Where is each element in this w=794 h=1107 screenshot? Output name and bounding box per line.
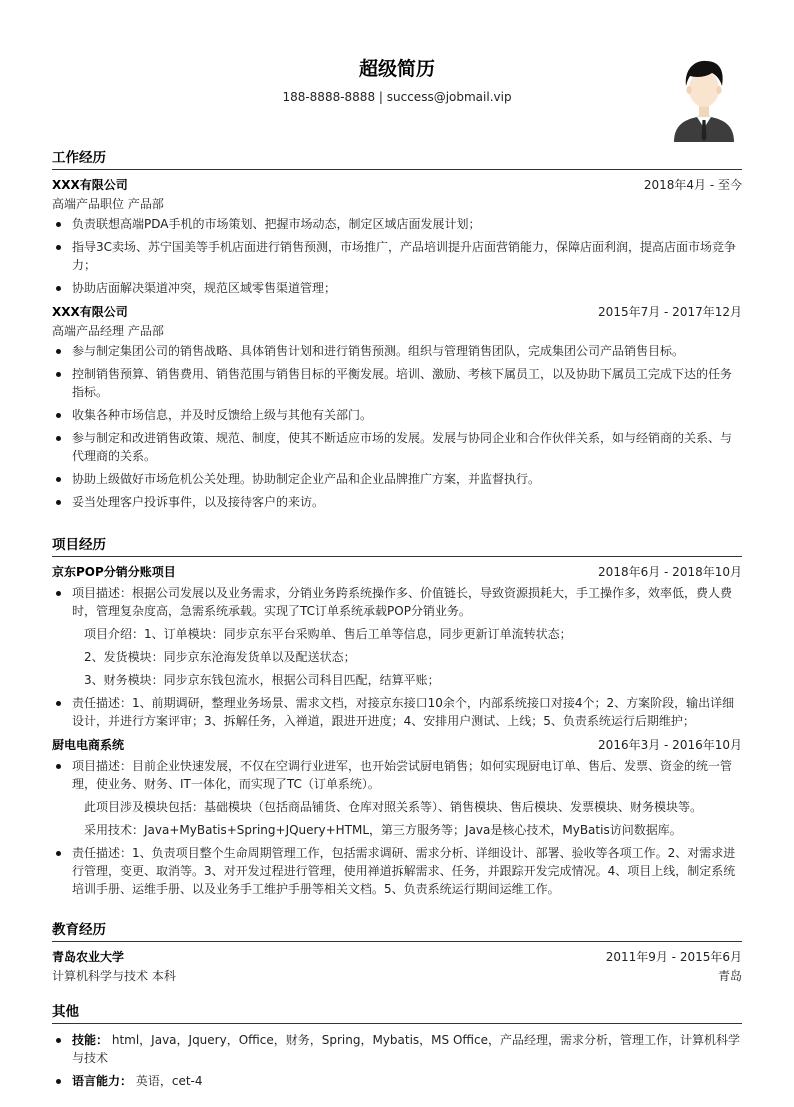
language-label: 语言能力：	[72, 1074, 133, 1088]
bullet-list	[52, 215, 742, 297]
job-role: 高端产品经理 产品部	[52, 324, 164, 338]
work-entry	[52, 302, 742, 511]
project-detail-line: 采用技术：Java+MyBatis+Spring+JQuery+HTML，第三方服务等；Java是核心技术，MyBatis访问数据库。	[84, 823, 682, 837]
date-range: 2018年4月 - 至今	[643, 178, 742, 192]
bullet-item: 项目描述：目前企业快速发展，不仅在空调行业进军，也开始尝试厨电销售；如何实现厨电订单、售后、发票、资金的统一管理，使业务、财务、IT一体化，而实现了TC（订单系统）。	[52, 757, 742, 793]
job-role: 高端产品职位 产品部	[52, 197, 164, 211]
bullet-list	[52, 694, 742, 730]
project-detail-line: 此项目涉及模块包括：基础模块（包括商品铺货、仓库对照关系等）、销售模块、售后模块、发票模块、财务模块等。	[84, 800, 703, 814]
bullet-item: 指导3C卖场、苏宁国美等手机店面进行销售预测，市场推广，产品培训提升店面营销能力，保障店面利润，提高店面市场竞争力；	[52, 238, 742, 274]
bullet-item: 项目描述：根据公司发展以及业务需求，分销业务跨系统操作多、价值链长，导致资源损耗大，手工操作多，效率低，费人费时，管理复杂度高，急需系统承载。实现了TC订单系统承载POP分销业务。	[52, 584, 742, 620]
contact-line: 188-8888-8888 | success@jobmail.vip	[282, 90, 512, 104]
other-section-title: 其他	[52, 1002, 742, 1024]
project-name: 京东POP分销分账项目	[52, 565, 176, 579]
bullet-item: 妥当处理客户投诉事件，以及接待客户的来访。	[52, 493, 742, 511]
candidate-name: 超级简历	[358, 58, 435, 80]
company-name: XXX有限公司	[52, 305, 128, 319]
bullet-item: 负责联想高端PDA手机的市场策划、把握市场动态，制定区域店面发展计划；	[52, 215, 742, 233]
date-range: 2018年6月 - 2018年10月	[598, 565, 742, 579]
bullet-item: 参与制定和改进销售政策、规范、制度，使其不断适应市场的发展。发展与协同企业和合作伙伴关系，如与经销商的关系、与代理商的关系。	[52, 429, 742, 465]
project-name: 厨电电商系统	[52, 738, 125, 752]
project-detail-line: 项目介绍：1、订单模块：同步京东平台采购单、售后工单等信息，同步更新订单流转状态；	[84, 627, 572, 641]
major-degree: 计算机科学与技术 本科	[52, 969, 176, 983]
avatar	[668, 54, 740, 142]
school-city: 青岛	[717, 969, 742, 983]
education-section-title: 教育经历	[52, 920, 742, 942]
bullet-item: 参与制定集团公司的销售战略、具体销售计划和进行销售预测。组织与管理销售团队，完成集团公司产品销售目标。	[52, 342, 742, 360]
left-ear-shape	[687, 86, 692, 94]
bullet-list	[52, 342, 742, 511]
work-section	[52, 148, 742, 516]
bullet-list	[52, 1031, 742, 1090]
projects-section-title: 项目经历	[52, 535, 742, 557]
language-item	[52, 1072, 742, 1090]
date-range: 2016年3月 - 2016年10月	[598, 738, 742, 752]
work-section-title: 工作经历	[52, 148, 742, 170]
project-entry	[52, 562, 742, 730]
projects-section	[52, 535, 742, 903]
bullet-item: 收集各种市场信息，并及时反馈给上级与其他有关部门。	[52, 406, 742, 424]
language-text: 英语，cet-4	[135, 1074, 203, 1088]
bullet-list	[52, 584, 742, 620]
skills-text: html，Java，Jquery，Office，财务，Spring，Mybatis，MS Office，产品经理，需求分析，管理工作，计算机科学与技术	[72, 1033, 740, 1065]
education-section	[52, 920, 742, 985]
date-range: 2015年7月 - 2017年12月	[598, 305, 742, 319]
bullet-item: 责任描述：1、前期调研，整理业务场景、需求文档，对接京东接口10余个，内部系统接口对接4个；2、方案阶段，输出详细设计，并进行方案评审；3、拆解任务，入禅道，跟进开进度；4、安排用户测试、上线；5、负责系统运行后期维护；	[52, 694, 742, 730]
bullet-list	[52, 757, 742, 793]
project-detail-line: 2、发货模块：同步京东沧海发货单以及配送状态；	[84, 650, 356, 664]
education-entry	[52, 947, 742, 985]
school-name: 青岛农业大学	[52, 950, 125, 964]
resume-header	[52, 55, 742, 105]
project-detail-line: 3、财务模块：同步京东钱包流水，根据公司科目匹配，结算平账；	[84, 673, 440, 687]
bullet-item: 控制销售预算、销售费用、销售范围与销售目标的平衡发展。培训、激励、考核下属员工，以及协助下属员工完成下达的任务指标。	[52, 365, 742, 401]
date-range: 2011年9月 - 2015年6月	[605, 950, 742, 964]
bullet-list	[52, 844, 742, 898]
bullet-item: 协助店面解决渠道冲突，规范区域零售渠道管理；	[52, 279, 742, 297]
work-entry	[52, 175, 742, 297]
bullet-item: 协助上级做好市场危机公关处理。协助制定企业产品和企业品牌推广方案，并监督执行。	[52, 470, 742, 488]
company-name: XXX有限公司	[52, 178, 128, 192]
bullet-item: 责任描述：1、负责项目整个生命周期管理工作，包括需求调研、需求分析、详细设计、部署、验收等各项工作。2、对需求进行管理，变更、取消等。3、对开发过程进行管理，使用禅道拆解需求、任务，并跟踪开发完成情况。4、项目上线，制定系统培训手册、运维手册、以及业务手工维护手册等相关文档。5、负责系统运行期间运维工作。	[52, 844, 742, 898]
project-entry	[52, 735, 742, 898]
skills-item	[52, 1031, 742, 1067]
other-section	[52, 1002, 742, 1095]
skills-label: 技能：	[72, 1033, 109, 1047]
right-ear-shape	[717, 86, 722, 94]
